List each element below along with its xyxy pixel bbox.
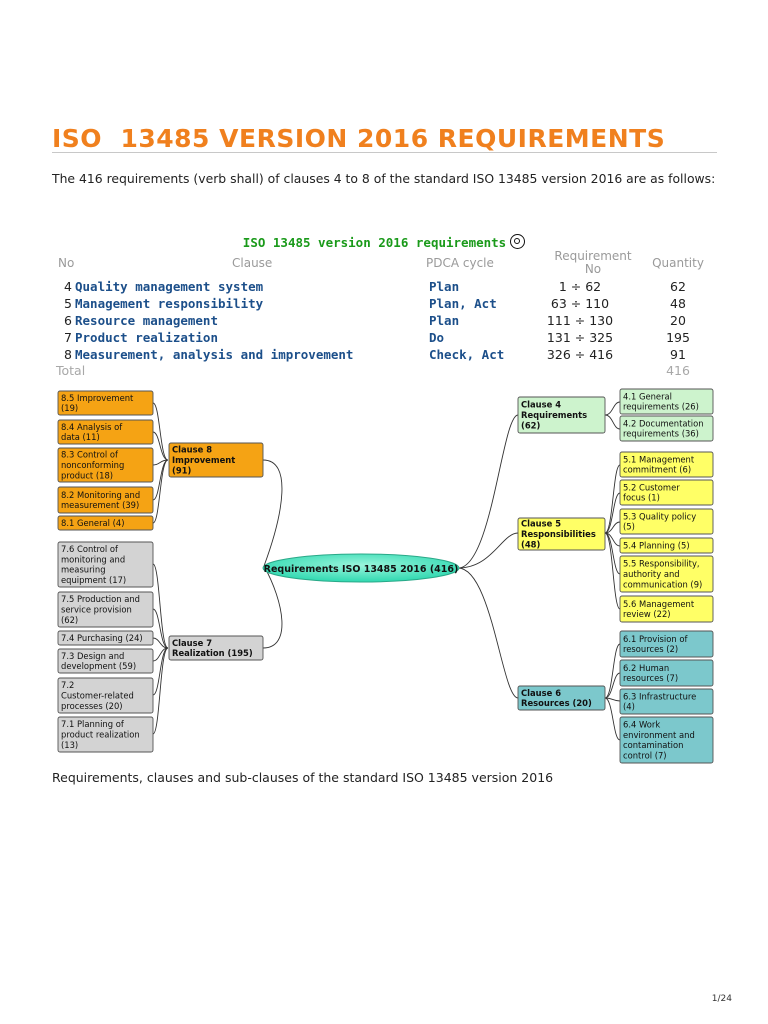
node-label: focus (1) [623,492,660,503]
row-clause: Quality management system [75,279,264,294]
row-no: 8 [64,347,72,362]
header-requirement-line1: Requirement [554,249,632,263]
subclause-7-6-node [58,542,153,587]
subclause-8-2-node [58,487,153,513]
node-label: equipment (17) [61,575,127,586]
node-label: Clause 8 [172,444,213,455]
node-label: nonconforming [61,460,125,470]
node-label: communication (9) [623,579,703,590]
clause-8-node [169,443,263,477]
node-label: (62) [521,420,541,431]
header-quantity: Quantity [652,256,704,270]
row-no: 6 [64,313,72,328]
smiley-icon [510,234,525,249]
page-number: 1/24 [711,994,732,1004]
header-requirement-no [545,250,641,276]
node-label: measurement (39) [61,500,140,511]
node-label: 5.6 Management [623,598,695,609]
node-label: processes (20) [61,700,123,711]
node-label: Clause 5 [521,518,562,529]
subclause-7-2-node [58,678,153,713]
node-label: 8.1 General (4) [61,518,125,528]
row-pdca: Do [429,330,445,345]
row-pdca: Plan, Act [429,296,497,311]
row-quantity: 91 [670,347,686,362]
subclause-7-1-node [58,717,153,752]
node-label: Improvement [172,455,236,465]
row-requirement: 131 ÷ 325 [546,330,614,345]
total-value: 416 [666,363,690,378]
node-label: 7.5 Production and [61,594,140,605]
node-label: Clause 6 [521,687,562,698]
row-pdca: Check, Act [429,347,505,362]
subclause-8-3-node [58,448,153,482]
mindmap-center-label: Requirements ISO 13485 2016 (416) [263,564,459,575]
node-label: (62) [61,614,79,625]
node-label: development (59) [61,661,137,672]
node-label: (19) [61,403,79,414]
node-label: 8.3 Control of [61,449,118,460]
subclause-8-1-node [58,516,153,530]
node-label: (13) [61,739,79,750]
row-clause: Management responsibility [75,296,264,311]
row-pdca: Plan [429,279,460,294]
subclause-4-1-node [620,389,713,414]
row-pdca: Plan [429,313,460,328]
subclause-7-4-node [58,631,153,645]
subclause-6-1-node [620,631,713,657]
subclause-5-6-node [620,596,713,622]
subclause-5-2-node [620,480,713,505]
node-label: Clause 4 [521,399,562,410]
node-label: (4) [623,701,635,712]
clause-4-node [518,397,605,433]
row-clause: Resource management [75,313,218,328]
row-no: 4 [64,279,72,294]
row-quantity: 20 [670,313,686,328]
row-requirement: 1 ÷ 62 [558,279,602,294]
node-label: (91) [172,465,192,476]
node-label: 5.5 Responsibility, [623,558,700,569]
subclause-8-5-node [58,391,153,415]
mindmap-center-node [263,554,459,582]
subclause-6-4-node [620,717,713,763]
node-label: Realization (195) [172,648,253,659]
row-clause: Measurement, analysis and improvement [75,347,354,362]
node-label: review (22) [623,609,671,620]
subclause-5-1-node [620,452,713,477]
clause-6-node [518,686,605,710]
subclause-5-4-node [620,538,713,553]
total-label: Total [56,363,86,378]
node-label: resources (7) [623,673,679,684]
node-label: measuring [61,564,106,575]
subclause-8-4-node [58,420,153,444]
node-label: Resources (20) [521,698,592,709]
node-label: product (18) [61,470,114,481]
subclause-6-3-node [620,689,713,714]
mindmap-diagram [52,382,720,768]
node-label: 7.3 Design and [61,650,125,661]
node-label: 7.2 [61,680,75,691]
node-label: 4.2 Documentation [623,418,704,429]
node-label: 8.2 Monitoring and [61,489,141,500]
node-label: 7.6 Control of [61,543,118,554]
node-label: control (7) [623,750,667,761]
node-label: 8.5 Improvement [61,392,134,403]
node-label: service provision [61,604,132,615]
clause-5-node [518,518,605,550]
header-clause: Clause [232,256,273,270]
node-label: (48) [521,539,541,550]
node-label: (5) [623,521,635,532]
node-label: 5.3 Quality policy [623,511,697,522]
subclause-5-3-node [620,509,713,534]
node-label: environment and [623,729,695,740]
node-label: data (11) [61,432,100,443]
node-label: commitment (6) [623,464,692,475]
row-quantity: 48 [670,296,686,311]
node-label: resources (2) [623,644,679,655]
node-label: Requirements [521,410,588,420]
header-no: No [58,256,75,270]
table-title: ISO 13485 version 2016 requirements [242,235,507,250]
page-title: ISO 13485 VERSION 2016 REQUIREMENTS [52,124,666,153]
node-label: requirements (26) [623,401,699,412]
node-label: Customer-related [61,690,134,701]
node-label: 7.1 Planning of [61,719,124,730]
node-label: requirements (36) [623,428,699,439]
node-label: 6.4 Work [623,719,661,730]
row-no: 7 [64,330,72,345]
intro-paragraph: The 416 requirements (verb shall) of clauses 4 to 8 of the standard ISO 13485 version 2016 are as follows: [52,171,716,186]
row-quantity: 62 [670,279,686,294]
node-label: contamination [623,740,684,751]
node-label: 7.4 Purchasing (24) [61,633,143,643]
header-requirement-line2: No [584,262,602,276]
row-requirement: 63 ÷ 110 [550,296,610,311]
subclause-4-2-node [620,416,713,441]
subclause-7-3-node [58,649,153,673]
row-clause: Product realization [75,330,218,345]
node-label: 8.4 Analysis of [61,421,123,432]
node-label: 6.3 Infrastructure [623,691,697,702]
node-label: 6.1 Provision of [623,633,688,644]
subclause-6-2-node [620,660,713,686]
node-label: 5.4 Planning (5) [623,540,690,551]
node-label: authority and [623,569,680,579]
figure-caption: Requirements, clauses and sub-clauses of the standard ISO 13485 version 2016 [52,770,554,785]
node-label: monitoring and [61,554,126,565]
row-requirement: 326 ÷ 416 [546,347,614,362]
table-title-row [0,232,768,251]
node-label: product realization [61,729,140,740]
header-pdca: PDCA cycle [426,256,494,270]
node-label: 5.2 Customer [623,482,680,493]
row-quantity: 195 [666,330,690,345]
row-no: 5 [64,296,72,311]
clause-7-node [169,636,263,660]
node-label: 6.2 Human [623,662,670,673]
node-label: 5.1 Management [623,454,695,465]
node-label: Clause 7 [172,637,213,648]
row-requirement: 111 ÷ 130 [546,313,614,328]
node-label: Responsibilities [521,529,596,539]
node-label: 4.1 General [623,391,672,402]
title-divider [52,152,717,153]
subclause-5-5-node [620,556,713,592]
subclause-7-5-node [58,592,153,627]
